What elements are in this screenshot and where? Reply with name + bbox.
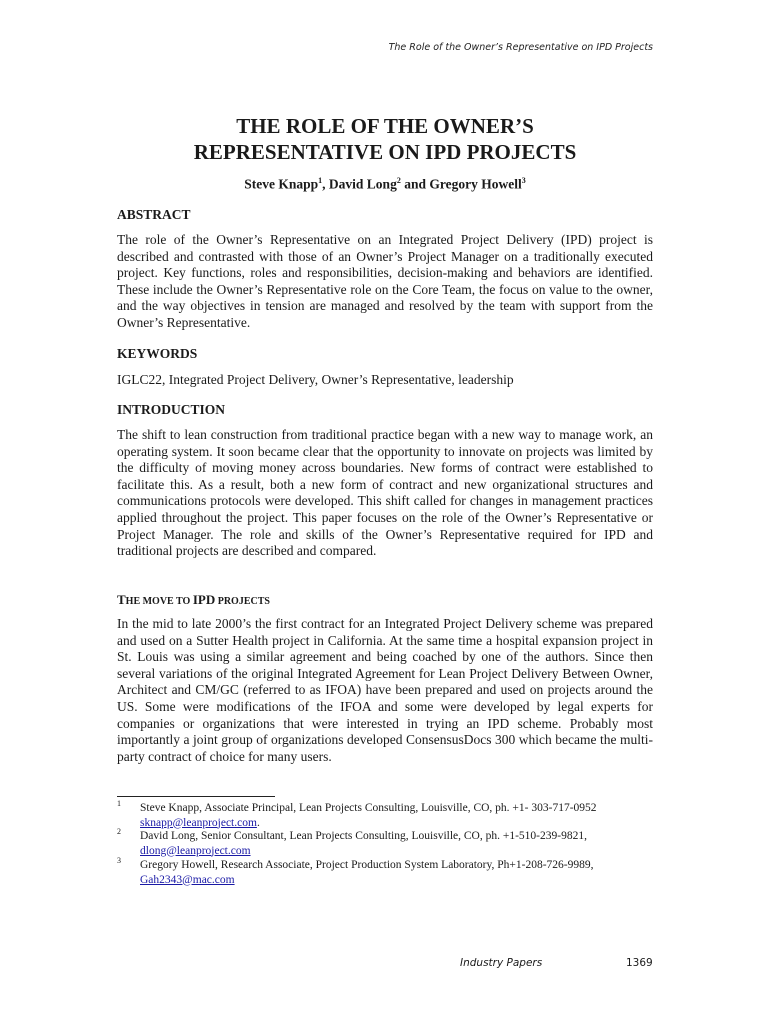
page-number: 1369 (626, 957, 653, 969)
author-3-footnote-ref[interactable]: 3 (521, 176, 526, 185)
author-3: Gregory Howell (429, 176, 522, 192)
author-1-footnote-ref[interactable]: 1 (318, 176, 323, 185)
abstract-heading: ABSTRACT (117, 207, 191, 222)
introduction-heading: INTRODUCTION (117, 402, 226, 417)
footnote-number: 2 (117, 827, 121, 836)
footnote-email-link[interactable]: Gah2343@mac.com (140, 873, 235, 886)
footnote-text: Gregory Howell, Research Associate, Project Production System Laboratory, Ph+1-208-726-9989, (140, 859, 594, 871)
heading-ipd: IPD (192, 592, 216, 607)
section-move-text: In the mid to late 2000’s the first contract for an Integrated Project Delivery scheme was prepared and used on a Sutter Health project in California. At the same time a hospital expansion project in St. Louis was using a similar agreement and being coached by one of the authors. Since then several variations of the original Integrated Agreement for Lean Project Delivery Between Owner, Architect and CM/GC (referred to as IFOA) have been prepared and used on projects around the US. Some were modifications of the IFOA and some were developed by legal experts for companies or organizations that were interested in trying an IPD scheme. Probably most importantly a joint group of organizations developed ConsensusDocs 300 which became the multi-party contract of choice for many users. (117, 616, 653, 764)
footnote-divider (117, 796, 275, 797)
keywords-text: IGLC22, Integrated Project Delivery, Owner’s Representative, leadership (117, 372, 514, 387)
author-1: Steve Knapp (244, 176, 319, 192)
title-line-2: REPRESENTATIVE ON IPD PROJECTS (193, 140, 577, 164)
author-list (117, 176, 653, 193)
introduction-text: The shift to lean construction from traditional practice began with a new way to manage work, an operating system. It soon became clear that the opportunity to innovate on projects was limited by the difficulty of moving money across boundaries. New forms of contract were established to facilitate this. As a result, both a new form of contract and new organizational structures and communications protocols were developed. This shift called for changes in management practices applied throughout the project. This paper focuses on the role of the Owner’s Representative or Project Manager. The role and skills of the Owner’s Representative required for IPD and traditional projects are described and compared. (117, 427, 653, 559)
author-separator: and (400, 176, 430, 192)
footnote-number: 3 (117, 856, 121, 865)
footnote-number: 1 (117, 799, 121, 808)
author-2: David Long (328, 176, 397, 192)
heading-smallcaps-end: PROJECTS (215, 596, 270, 607)
keywords-heading: KEYWORDS (117, 346, 198, 361)
footnote-text: David Long, Senior Consultant, Lean Projects Consulting, Louisville, CO, ph. +1-510-239-9821, (140, 830, 587, 842)
footnote-email-link[interactable]: sknapp@leanproject.com (140, 816, 257, 829)
section-heading-move-to-ipd (117, 592, 270, 608)
footnote-email-link[interactable]: dlong@leanproject.com (140, 844, 251, 857)
footnote-text: Steve Knapp, Associate Principal, Lean Projects Consulting, Louisville, CO, ph. +1- 303-717-0952 (140, 802, 597, 814)
author-2-footnote-ref[interactable]: 2 (396, 176, 401, 185)
heading-smallcaps: HE MOVE TO (125, 596, 193, 607)
running-header: The Role of the Owner’s Representative on IPD Projects (388, 42, 653, 53)
paper-title (117, 113, 653, 165)
heading-initial: T (117, 592, 126, 607)
footnote-punct: . (256, 816, 260, 829)
author-separator: , (322, 176, 329, 192)
title-line-1: THE ROLE OF THE OWNER’S (236, 114, 534, 138)
footer-section-label: Industry Papers (460, 957, 543, 969)
abstract-text: The role of the Owner’s Representative on an Integrated Project Delivery (IPD) project is described and contrasted with those of an Owner’s Project Manager on a traditionally executed project. Key functions, roles and responsibilities, decision-making and behaviors are identified. These include the Owner’s Representative role on the Core Team, the focus on value to the owner, and the way objectives in tension are managed and resolved by the team with support from the Owner’s Representative. (117, 232, 653, 330)
